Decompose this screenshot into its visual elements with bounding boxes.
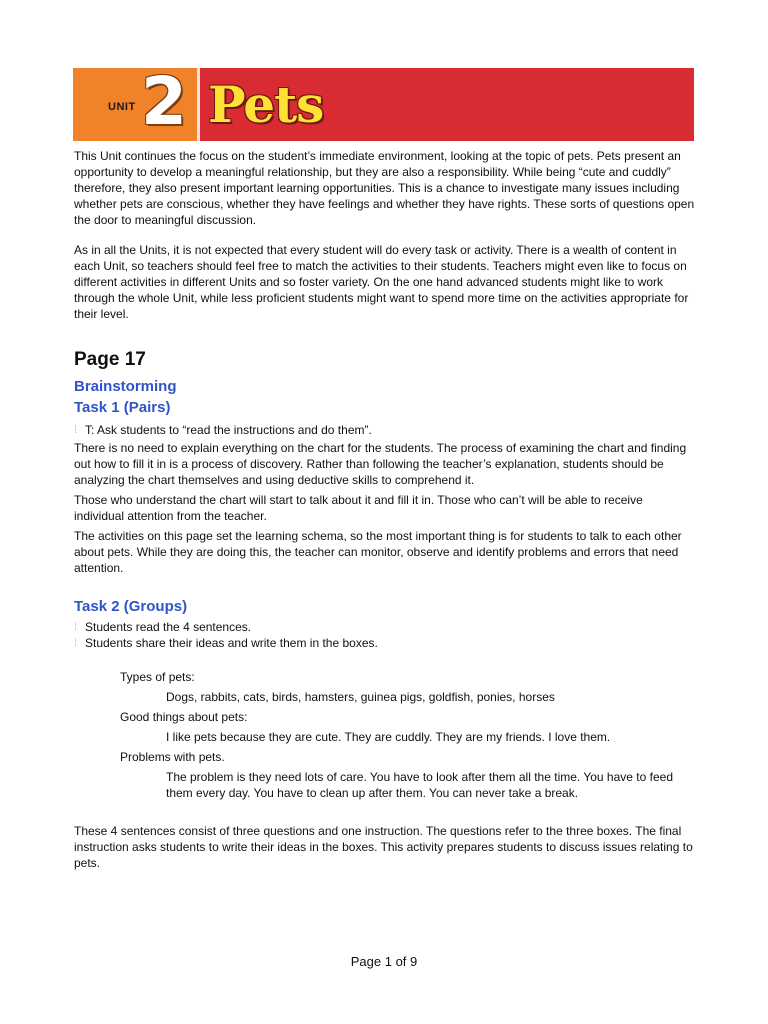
task1-heading: Task 1 (Pairs) [74, 399, 171, 416]
task1-paragraph-3: The activities on this page set the learning schema, so the most important thing is for students to talk to each other about pets. While they are doing this, the teacher can monitor, observe and identify problems and errors that need attention. [74, 529, 682, 575]
brainstorming-heading: Brainstorming [74, 378, 177, 395]
task1-bullet [74, 422, 696, 438]
task1-paragraph-2: Those who understand the chart will start to talk about it and fill it in. Those who can’t will be able to receive individual attention from the teacher. [74, 493, 643, 523]
bullet-icon: ⁞ [74, 424, 78, 436]
page-heading: Page 17 [74, 349, 146, 370]
task1-paragraph-1: There is no need to explain everything on the chart for the students. The process of examining the chart and finding out how to fill it in is a process of discovery. Rather than following the teacher’s explanation, students should be analyzing the chart themselves and using deductive skills to comprehend it. [74, 441, 687, 487]
types-label: Types of pets: [120, 670, 195, 684]
task1-bullet-text: T: Ask students to “read the instructions and do them”. [85, 423, 372, 437]
unit-label: UNIT [108, 101, 136, 113]
task2-bullet-2 [74, 635, 696, 651]
task2-conclusion: These 4 sentences consist of three questions and one instruction. The questions refer to the three boxes. The final instruction asks students to write their ideas in the boxes. This activity prepares students to discuss issues relating to pets. [74, 824, 693, 870]
banner-divider [197, 68, 200, 141]
unit-banner [73, 68, 694, 141]
bullet-icon: ⁞ [74, 637, 78, 649]
unit-title: Pets [208, 75, 324, 134]
intro-paragraph-2: As in all the Units, it is not expected that every student will do every task or activity. There is a wealth of content in each Unit, so teachers should feel free to match the activities to their students. Teachers might even like to focus on different activities in different Units and so foster variety. On the one hand advanced students might like to work through the whole Unit, while less proficient students might want to spend more time on the activities appropriate for their level. [74, 243, 689, 321]
task2-bullet-text-1: Students read the 4 sentences. [85, 620, 252, 634]
types-value: Dogs, rabbits, cats, birds, hamsters, guinea pigs, goldfish, ponies, horses [166, 690, 555, 704]
task2-bullet-1 [74, 619, 696, 635]
problems-label: Problems with pets. [120, 750, 225, 764]
document-body [74, 148, 696, 871]
page-footer: Page 1 of 9 [350, 954, 418, 969]
unit-number: 2 [141, 68, 187, 140]
good-label: Good things about pets: [120, 710, 248, 724]
good-value: I like pets because they are cute. They are cuddly. They are my friends. I love them. [166, 730, 611, 744]
task2-heading: Task 2 (Groups) [74, 598, 188, 615]
task2-bullet-text-2: Students share their ideas and write them in the boxes. [85, 636, 378, 650]
intro-paragraph-1: This Unit continues the focus on the student’s immediate environment, looking at the topic of pets. Pets present an opportunity to develop a meaningful relationship, but they are also a responsibility. While being “cute and cuddly” therefore, they also present important learning opportunities. This is a chance to investigate many issues including whether pets are conscious, whether they have feelings and whether they have rights. These sorts of questions open the door to meaningful discussion. [74, 149, 695, 227]
bullet-icon: ⁞ [74, 621, 78, 633]
problems-value: The problem is they need lots of care. You have to look after them all the time. You have to feed them every day. You have to clean up after them. You can never take a break. [166, 770, 673, 800]
